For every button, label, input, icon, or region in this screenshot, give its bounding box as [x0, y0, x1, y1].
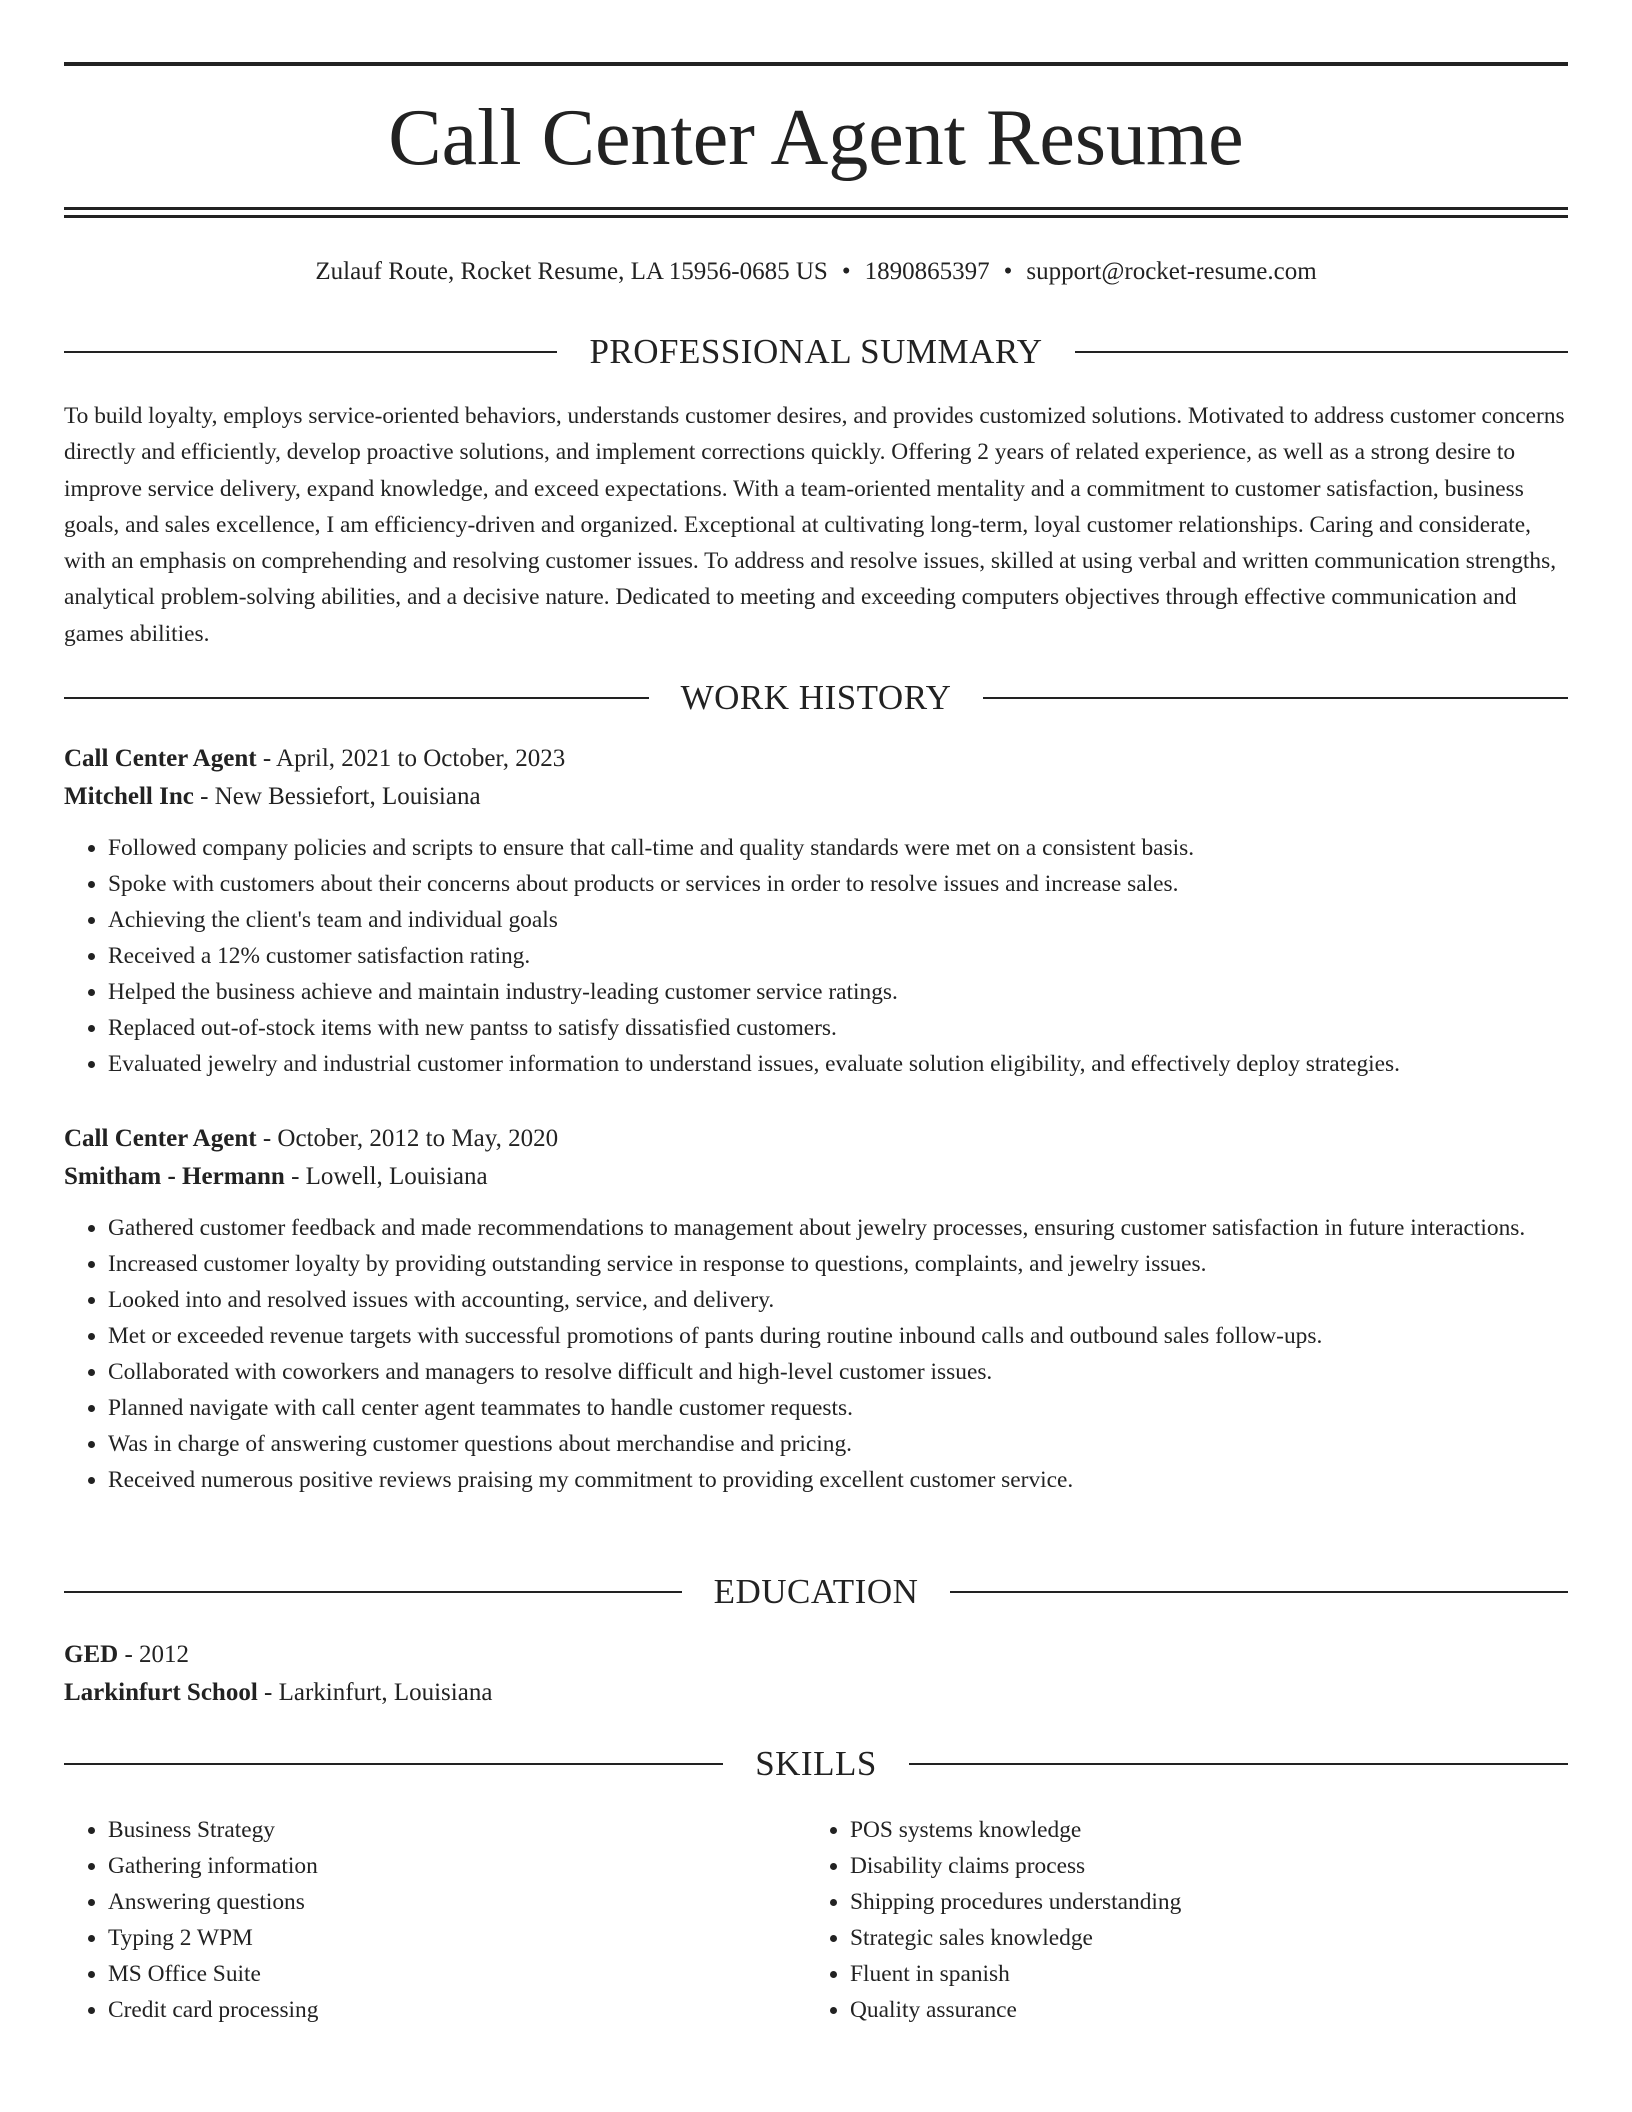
- divider-line: [64, 1591, 682, 1593]
- summary-paragraph: To build loyalty, employs service-oriented behaviors, understands customer desires, and provides customized solutions. Motivated to address customer concerns directly and efficiently, develop proactive solutions, and implement corrections quickly. Offering 2 years of related experience, as well as a strong desire to improve service delivery, expand knowledge, and exceed expectations. With a team-oriented mentality and a commitment to customer satisfaction, business goals, and sales excellence, I am efficiency-driven and organized. Exceptional at cultivating long-term, loyal customer relationships. Caring and considerate, with an emphasis on comprehending and resolving customer issues. To address and resolve issues, skilled at using verbal and written communication strengths, analytical problem-solving abilities, and a decisive nature. Dedicated to meeting and exceeding computers objectives through effective communication and games abilities.: [64, 403, 1565, 647]
- contact-email: support@rocket-resume.com: [1026, 258, 1317, 285]
- list-item: • Followed company policies and scripts to ensure that call-time and quality standards were met on a consistent basis.: [108, 830, 1568, 866]
- section-heading-summary: [64, 330, 1568, 374]
- list-item: • Increased customer loyalty by providing outstanding service in response to questions, complaints, and jewelry issues.: [108, 1246, 1568, 1282]
- title-rule-lower: [64, 215, 1568, 218]
- skill-item: • Shipping procedures understanding: [850, 1884, 1548, 1920]
- contact-separator: •: [1003, 258, 1013, 285]
- job-title-line: [64, 1120, 1568, 1158]
- job-company: Mitchell Inc: [64, 783, 194, 810]
- education-degree-line: [64, 1636, 1568, 1674]
- section-title: WORK HISTORY: [680, 678, 952, 717]
- skills-columns: [64, 1812, 1568, 2028]
- contact-phone: 1890865397: [864, 258, 990, 285]
- job-company-line: [64, 778, 1568, 816]
- job-location: - New Bessiefort, Louisiana: [193, 783, 481, 810]
- list-item: • Spoke with customers about their concerns about products or services in order to resolve issues and increase sales.: [108, 866, 1568, 902]
- skill-item: • Typing 2 WPM: [108, 1920, 806, 1956]
- skill-item: • POS systems knowledge: [850, 1812, 1548, 1848]
- list-item: • Was in charge of answering customer questions about merchandise and pricing.: [108, 1426, 1568, 1462]
- skill-item: • Strategic sales knowledge: [850, 1920, 1548, 1956]
- job-bullets: [64, 1210, 1568, 1498]
- divider-line: [1075, 351, 1568, 353]
- skill-item: • Fluent in spanish: [850, 1956, 1548, 1992]
- section-title: PROFESSIONAL SUMMARY: [589, 332, 1043, 371]
- skill-item: • Gathering information: [108, 1848, 806, 1884]
- job-bullets: [64, 830, 1568, 1082]
- job-entry: [64, 740, 1568, 1082]
- skill-item: • MS Office Suite: [108, 1956, 806, 1992]
- list-item: • Met or exceeded revenue targets with successful promotions of pants during routine inbound calls and outbound sales follow-ups.: [108, 1318, 1568, 1354]
- list-item: • Achieving the client's team and individual goals: [108, 902, 1568, 938]
- divider-line: [64, 1763, 723, 1765]
- education-location: - Larkinfurt, Louisiana: [257, 1679, 493, 1706]
- skill-item: • Quality assurance: [850, 1992, 1548, 2028]
- job-dates: - April, 2021 to October, 2023: [256, 745, 566, 772]
- education-year: - 2012: [118, 1641, 190, 1668]
- job-company: Smitham - Hermann: [64, 1163, 285, 1190]
- list-item: • Received numerous positive reviews praising my commitment to providing excellent customer service.: [108, 1462, 1568, 1498]
- education-school-line: [64, 1674, 1568, 1712]
- list-item: • Received a 12% customer satisfaction rating.: [108, 938, 1568, 974]
- job-title-line: [64, 740, 1568, 778]
- list-item: • Evaluated jewelry and industrial customer information to understand issues, evaluate solution eligibility, and effectively deploy strategies.: [108, 1046, 1568, 1082]
- job-title: Call Center Agent: [64, 745, 257, 772]
- skills-list-right: [806, 1812, 1548, 2028]
- education-school: Larkinfurt School: [64, 1679, 258, 1706]
- job-title: Call Center Agent: [64, 1125, 257, 1152]
- contact-address: Zulauf Route, Rocket Resume, LA 15956-0685 US: [315, 258, 828, 285]
- divider-line: [909, 1763, 1568, 1765]
- page-title: Call Center Agent Resume: [388, 94, 1244, 182]
- section-heading-education: [64, 1570, 1568, 1614]
- divider-line: [950, 1591, 1568, 1593]
- job-company-line: [64, 1158, 1568, 1196]
- contact-separator: •: [841, 258, 851, 285]
- skill-item: • Credit card processing: [108, 1992, 806, 2028]
- skill-item: • Disability claims process: [850, 1848, 1548, 1884]
- job-dates: - October, 2012 to May, 2020: [256, 1125, 559, 1152]
- list-item: • Replaced out-of-stock items with new pantss to satisfy dissatisfied customers.: [108, 1010, 1568, 1046]
- section-heading-skills: [64, 1742, 1568, 1786]
- divider-line: [983, 697, 1568, 699]
- list-item: • Gathered customer feedback and made recommendations to management about jewelry processes, ensuring customer satisfaction in future interactions.: [108, 1210, 1568, 1246]
- title-rule-upper: [64, 207, 1568, 210]
- list-item: • Collaborated with coworkers and managers to resolve difficult and high-level customer issues.: [108, 1354, 1568, 1390]
- divider-line: [64, 697, 649, 699]
- list-item: • Planned navigate with call center agent teammates to handle customer requests.: [108, 1390, 1568, 1426]
- skills-list-left: [64, 1812, 806, 2028]
- list-item: • Helped the business achieve and maintain industry-leading customer service ratings.: [108, 974, 1568, 1010]
- divider-line: [64, 351, 557, 353]
- contact-line: [64, 254, 1568, 290]
- list-item: • Looked into and resolved issues with accounting, service, and delivery.: [108, 1282, 1568, 1318]
- job-location: - Lowell, Louisiana: [284, 1163, 488, 1190]
- section-title: EDUCATION: [713, 1572, 919, 1611]
- education-degree: GED: [64, 1641, 119, 1668]
- skill-item: • Business Strategy: [108, 1812, 806, 1848]
- education-entry: [64, 1636, 1568, 1712]
- section-heading-work: [64, 676, 1568, 720]
- top-rule: [64, 62, 1568, 66]
- job-entry: [64, 1120, 1568, 1498]
- section-title: SKILLS: [755, 1744, 877, 1783]
- skill-item: • Answering questions: [108, 1884, 806, 1920]
